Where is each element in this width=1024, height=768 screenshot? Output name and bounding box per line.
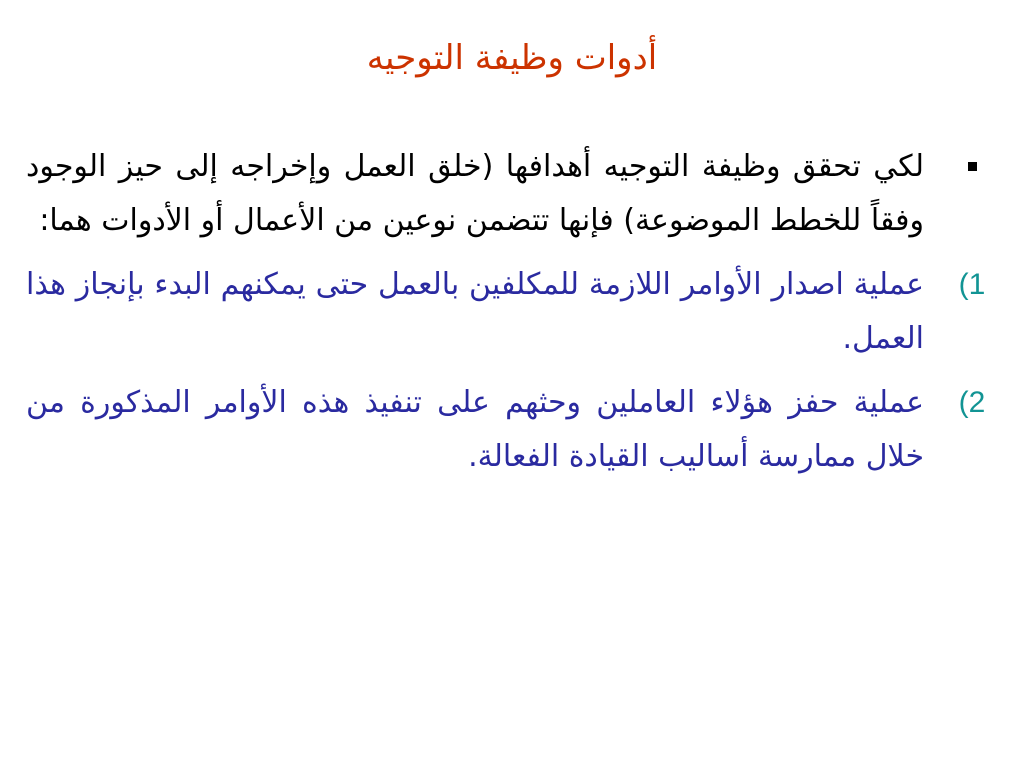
item-number: 1) — [958, 268, 986, 301]
slide-title: أدوات وظيفة التوجيه — [366, 38, 658, 78]
list-item — [26, 258, 998, 366]
item-number: 2) — [958, 386, 986, 419]
list-item — [26, 376, 998, 484]
square-bullet-icon — [950, 140, 994, 194]
intro-paragraph — [26, 140, 998, 248]
slide-content — [26, 140, 998, 700]
intro-text: لكي تحقق وظيفة التوجيه أهدافها (خلق العمل وإخراجه إلى حيز الوجود وفقاً للخطط الموضوعة) فإنها تتضمن نوعين من الأعمال أو الأدوات هما: — [26, 149, 924, 238]
item-text: عملية حفز هؤلاء العاملين وحثهم على تنفيذ هذه الأوامر المذكورة من خلال ممارسة أساليب القيادة الفعالة. — [26, 385, 924, 474]
item-text: عملية اصدار الأوامر اللازمة للمكلفين بالعمل حتى يمكنهم البدء بإنجاز هذا العمل. — [26, 267, 924, 356]
